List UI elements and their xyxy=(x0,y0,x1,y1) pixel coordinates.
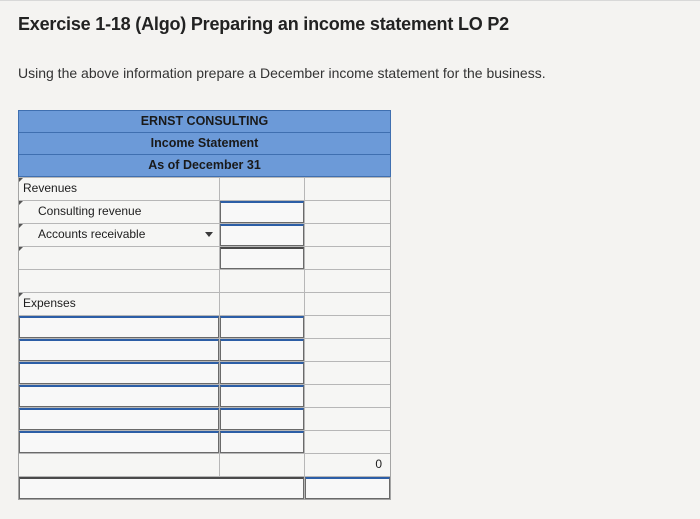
expense-amount-input[interactable] xyxy=(220,431,304,453)
expenses-label: Expenses xyxy=(23,296,76,310)
revenue-amount-input[interactable] xyxy=(220,247,304,269)
expenses-row xyxy=(19,292,390,315)
dropdown-arrow-icon[interactable] xyxy=(205,232,213,237)
total-expenses-amount[interactable] xyxy=(304,454,390,476)
net-income-label-cell[interactable] xyxy=(19,477,304,499)
expense-account-cell[interactable] xyxy=(19,408,219,430)
income-statement xyxy=(18,110,391,500)
expense-row xyxy=(19,384,390,407)
expense-row xyxy=(19,315,390,338)
statement-grid xyxy=(18,177,391,500)
expense-amount-input[interactable] xyxy=(220,339,304,361)
statement-period: As of December 31 xyxy=(18,154,391,177)
revenue-row xyxy=(19,200,390,223)
total-expenses-label-cell[interactable] xyxy=(19,454,219,476)
expense-amount-input[interactable] xyxy=(220,362,304,384)
expense-amount-input[interactable] xyxy=(220,385,304,407)
corner-marker-icon xyxy=(19,247,23,251)
revenue-row xyxy=(19,246,390,269)
statement-name: Income Statement xyxy=(18,132,391,154)
expense-account-cell[interactable] xyxy=(19,362,219,384)
company-name: ERNST CONSULTING xyxy=(18,110,391,132)
expenses-label-cell xyxy=(19,293,219,315)
revenues-label: Revenues xyxy=(23,181,78,195)
expense-account-cell[interactable] xyxy=(19,431,219,453)
total-revenues-amount[interactable] xyxy=(304,270,390,292)
expense-amount-input[interactable] xyxy=(220,408,304,430)
net-income-row xyxy=(19,476,390,499)
expense-row xyxy=(19,338,390,361)
net-income-amount-input[interactable] xyxy=(305,477,390,499)
revenues-label-cell xyxy=(19,178,219,200)
revenue-account-cell[interactable] xyxy=(19,247,219,269)
revenue-amount-input[interactable] xyxy=(220,201,304,223)
corner-marker-icon xyxy=(19,224,23,228)
total-revenues-row xyxy=(19,269,390,292)
total-expenses-row xyxy=(19,453,390,476)
revenues-row xyxy=(19,177,390,200)
expense-row xyxy=(19,361,390,384)
revenue-account-cell[interactable] xyxy=(19,201,219,223)
top-divider xyxy=(0,0,700,1)
total-expenses-value: 0 xyxy=(375,457,382,471)
corner-marker-icon xyxy=(19,201,23,205)
expense-row xyxy=(19,407,390,430)
revenue-amount-input[interactable] xyxy=(220,224,304,246)
corner-marker-icon xyxy=(19,178,23,182)
instructions-text: Using the above information prepare a December income statement for the business. xyxy=(18,65,546,81)
expense-amount-input[interactable] xyxy=(220,316,304,338)
expense-account-cell[interactable] xyxy=(19,316,219,338)
revenue-account-select[interactable] xyxy=(19,224,219,246)
expense-account-cell[interactable] xyxy=(19,339,219,361)
expense-row xyxy=(19,430,390,453)
corner-marker-icon xyxy=(19,293,23,297)
total-revenues-label-cell[interactable] xyxy=(19,270,219,292)
expense-account-cell[interactable] xyxy=(19,385,219,407)
exercise-title: Exercise 1-18 (Algo) Preparing an income statement LO P2 xyxy=(18,14,509,34)
revenue-account-label: Accounts receivable xyxy=(38,227,146,241)
revenue-row xyxy=(19,223,390,246)
revenue-account-label: Consulting revenue xyxy=(38,204,142,218)
